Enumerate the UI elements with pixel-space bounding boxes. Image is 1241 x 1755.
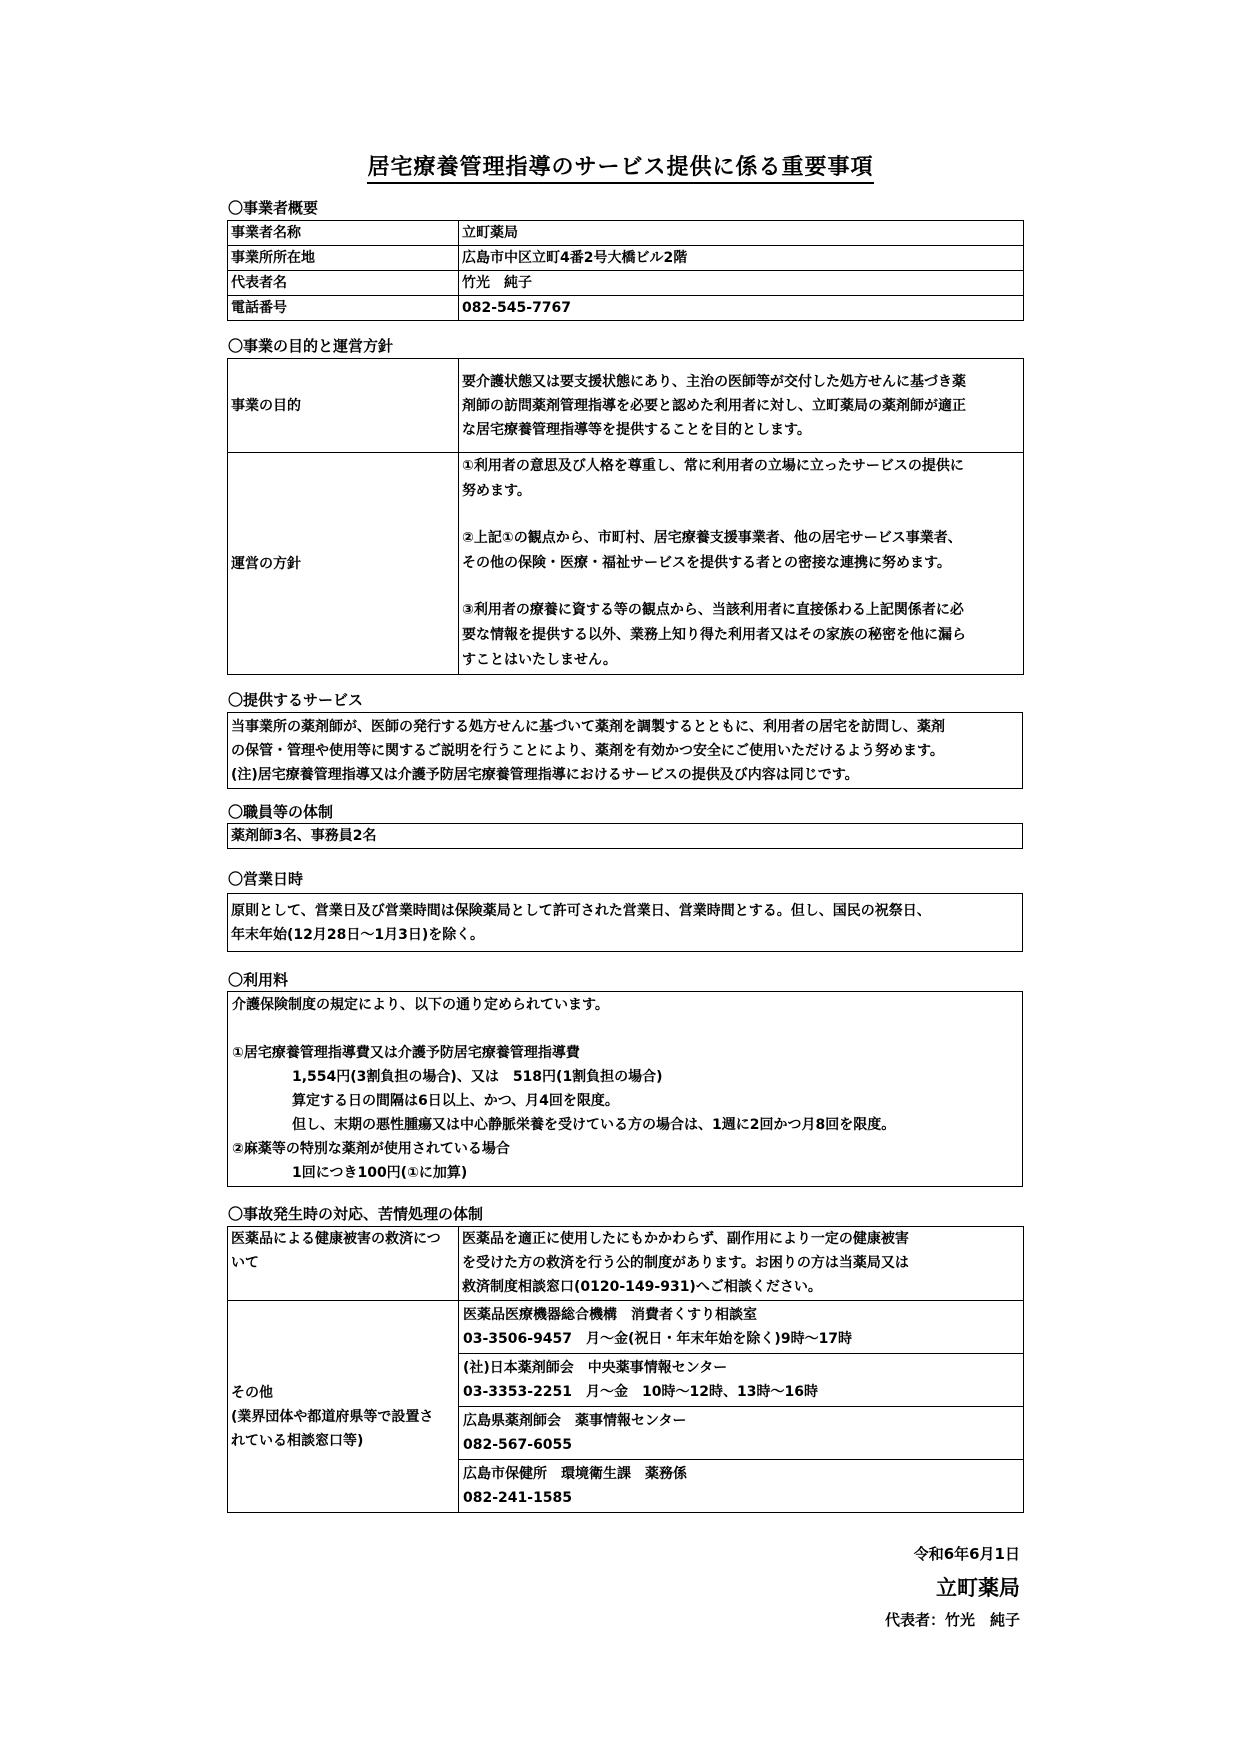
staff-row [228,824,1023,849]
relief-label-line: いて [231,1255,259,1271]
service-line: の保管・管理や使用等に関するご説明を行うことにより、薬剤を有効かつ安全にご使用いただけるよう努めます。 [231,742,944,759]
policy-line: 要な情報を提供する以外、業務上知り得た利用者又はその家族の秘密を他に漏ら [462,627,966,643]
fees-heading: 〇利用料 [228,971,289,989]
relief-label [228,1227,459,1301]
fees-text [228,992,1023,1187]
document-title: 居宅療養管理指導のサービス提供に係る重要事項 [0,150,1241,181]
relief-line: 救済制度相談窓口(0120-149-931)へご相談ください。 [462,1279,822,1295]
staff-heading: 〇職員等の体制 [228,803,334,821]
policy-line: すことはいたしません。 [462,652,617,668]
fees-intro: 介護保険制度の規定により、以下の通り定められています。 [232,997,609,1013]
contact-detail: 03-3353-2251 月～金 10時～12時、13時～16時 [463,1384,818,1400]
footer-representative: 代表者：竹光 純子 [884,1611,1020,1629]
policy-line: ②上記①の観点から、市町村、居宅療養支援事業者、他の居宅サービス事業者、 [462,530,962,546]
overview-label: 事業者名称 [228,221,459,246]
other-row [228,1301,1024,1513]
hours-text [228,894,1023,952]
policy-line: ③利用者の療養に資する等の観点から、当該利用者に直接係わる上記関係者に必 [462,602,964,618]
accident-table [227,1226,1024,1513]
contact-detail: 082-567-6055 [463,1437,573,1453]
policy-line: ①利用者の意思及び人格を尊重し、常に利用者の立場に立ったサービスの提供に [462,458,964,474]
relief-label-line: 医薬品による健康被害の救済につ [231,1231,441,1247]
fees-item: ①居宅療養管理指導費又は介護予防居宅療養管理指導費 [232,1045,580,1061]
overview-value: 082-545-7767 [459,296,1024,321]
overview-row [228,221,1024,246]
policy-line: その他の保険・医療・福祉サービスを提供する者との密接な連携に努めます。 [462,555,951,571]
overview-row [228,271,1024,296]
other-label-line: その他 [231,1384,273,1401]
contact-name: 医薬品医療機器総合機構 消費者くすり相談室 [463,1307,757,1323]
purpose-line: な居宅療養管理指導等を提供することを目的とします。 [462,421,811,438]
service-heading: 〇提供するサービス [228,691,364,709]
policy-label: 運営の方針 [228,453,459,675]
purpose-text [459,359,1024,453]
contact-item [459,1406,1023,1459]
relief-row [228,1227,1024,1301]
hours-row [228,894,1023,952]
policy-row [228,453,1024,675]
overview-label: 電話番号 [228,296,459,321]
overview-heading: 〇事業者概要 [228,199,319,217]
fees-table [227,991,1023,1187]
hours-table [227,893,1023,952]
service-line: 当事業所の薬剤師が、医師の発行する処方せんに基づいて薬剤を調製するとともに、利用者の居宅を訪問し、薬剤 [231,718,945,735]
other-label-line: れている相談窓口等) [231,1432,364,1449]
footer-company: 立町薬局 [936,1576,1020,1600]
purpose-row [228,359,1024,453]
contact-name: 広島市保健所 環境衛生課 薬務係 [463,1466,687,1482]
contact-detail: 082-241-1585 [463,1490,573,1506]
contact-item [459,1459,1023,1512]
purpose-line: 剤師の訪問薬剤管理指導を必要と認めた利用者に対し、立町薬局の薬剤師が適正 [462,397,966,414]
policy-line: 努めます。 [462,483,531,499]
issue-date: 令和6年6月1日 [913,1545,1020,1563]
contact-item [459,1301,1023,1353]
service-text [228,713,1023,789]
service-row [228,713,1023,789]
hours-line: 原則として、営業日及び営業時間は保険薬局として許可された営業日、営業時間とする。但し、国民の祝祭日、 [231,902,931,919]
staff-table [227,823,1023,849]
service-table [227,712,1023,789]
relief-line: 医薬品を適正に使用したにもかかわらず、副作用により一定の健康被害 [462,1231,909,1247]
relief-text [459,1227,1024,1301]
service-line: (注)居宅療養管理指導又は介護予防居宅療養管理指導におけるサービスの提供及び内容は同じです。 [231,766,859,783]
overview-label: 代表者名 [228,271,459,296]
purpose-label: 事業の目的 [228,359,459,453]
overview-value: 竹光 純子 [459,271,1024,296]
fees-detail: 1回につき100円(①に加算) [292,1165,468,1181]
other-label-line: (業界団体や都道府県等で設置さ [231,1408,434,1425]
overview-value: 立町薬局 [459,221,1024,246]
overview-value: 広島市中区立町4番2号大橋ビル2階 [459,246,1024,271]
purpose-heading: 〇事業の目的と運営方針 [228,337,394,355]
overview-row [228,246,1024,271]
staff-text: 薬剤師3名、事務員2名 [228,824,1023,849]
fees-detail: 1,554円(3割負担の場合)、又は 518円(1割負担の場合) [292,1069,663,1085]
contact-detail: 03-3506-9457 月～金(祝日・年末年始を除く)9時～17時 [463,1331,853,1347]
purpose-line: 要介護状態又は要支援状態にあり、主治の医師等が交付した処方せんに基づき薬 [462,373,966,390]
overview-row [228,296,1024,321]
fees-item: ②麻薬等の特別な薬剤が使用されている場合 [232,1141,510,1157]
other-label [228,1301,459,1513]
fees-row [228,992,1023,1187]
purpose-table [227,358,1024,675]
hours-line: 年末年始(12月28日～1月3日)を除く。 [231,926,484,943]
contact-item [459,1353,1023,1406]
fees-detail: 算定する日の間隔は6日以上、かつ、月4回を限度。 [292,1093,619,1109]
overview-label: 事業所所在地 [228,246,459,271]
contact-name: (社)日本薬剤師会 中央薬事情報センター [463,1360,728,1376]
contact-name: 広島県薬剤師会 薬事情報センター [463,1413,687,1429]
policy-text [459,453,1024,675]
fees-detail: 但し、末期の悪性腫瘍又は中心静脈栄養を受けている方の場合は、1週に2回かつ月8回を限度。 [292,1117,896,1133]
relief-line: を受けた方の救済を行う公的制度があります。お困りの方は当薬局又は [462,1255,909,1271]
hours-heading: 〇営業日時 [228,870,304,888]
accident-heading: 〇事故発生時の対応、苦情処理の体制 [228,1205,484,1223]
contact-list [459,1301,1024,1513]
overview-table [227,220,1024,321]
